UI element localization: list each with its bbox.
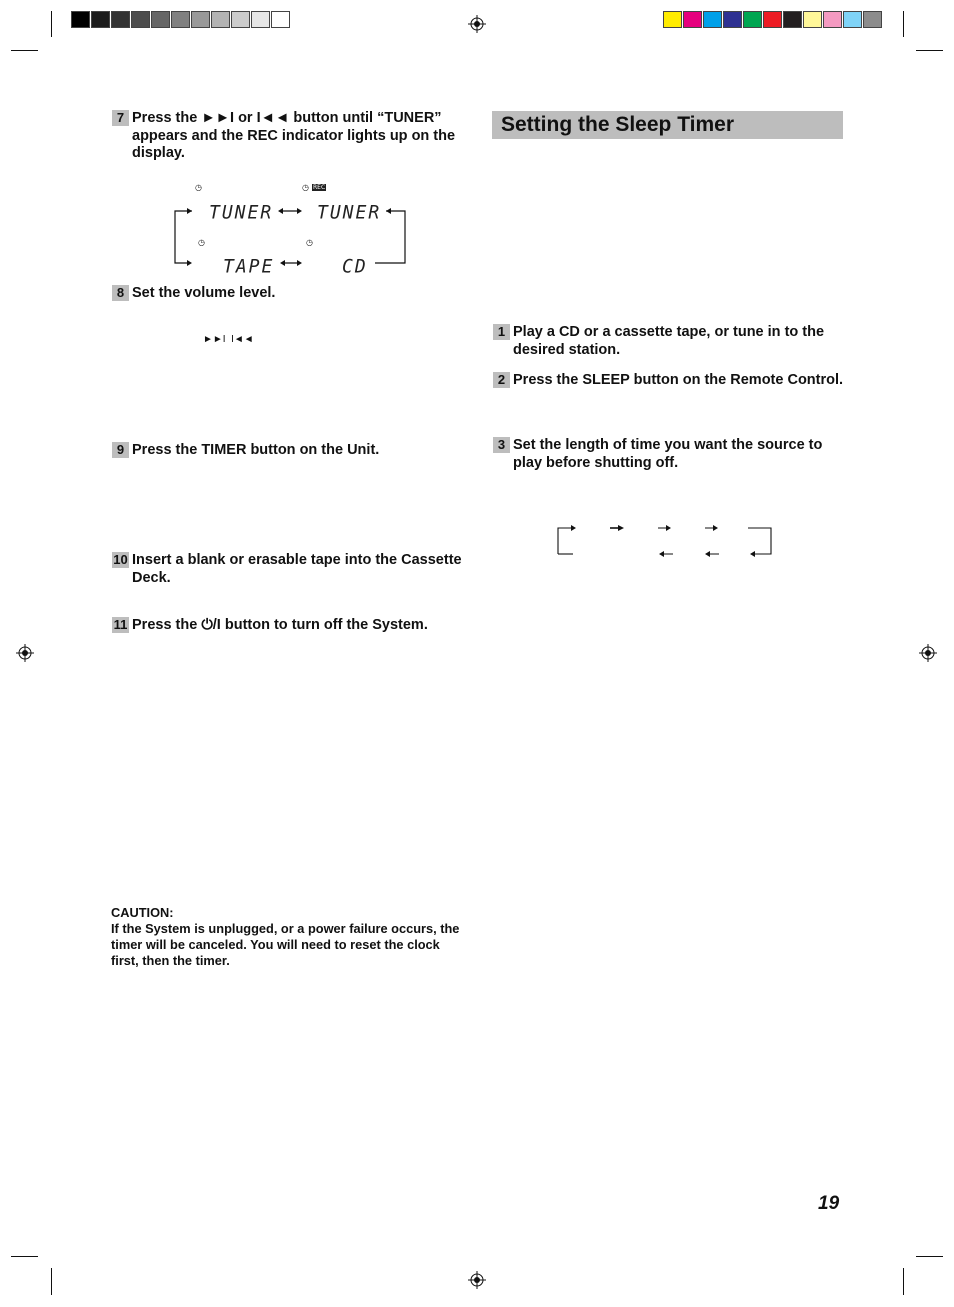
clock-icon: ◷ <box>306 238 313 247</box>
color-swatch <box>763 11 782 28</box>
caution-body: If the System is unplugged, or a power failure occurs, the timer will be canceled. You will need to reset the clock first, then the timer. <box>111 921 460 968</box>
step-text: Set the volume level. <box>132 285 276 301</box>
clock-icon: ◷ <box>302 183 309 192</box>
step-number: 7 <box>112 110 129 126</box>
step-text: Press the SLEEP button on the Remote Control. <box>513 372 844 388</box>
color-swatch <box>231 11 250 28</box>
step-number: 2 <box>493 372 510 388</box>
color-swatch <box>703 11 722 28</box>
color-swatch <box>863 11 882 28</box>
color-swatch <box>251 11 270 28</box>
color-swatch <box>211 11 230 28</box>
color-swatch <box>743 11 762 28</box>
process-color-bar <box>663 11 883 28</box>
color-swatch <box>823 11 842 28</box>
crop-mark <box>916 50 943 51</box>
crop-mark <box>11 1256 38 1257</box>
crop-mark <box>11 50 38 51</box>
registration-mark-icon <box>919 644 937 662</box>
step-8 <box>112 285 462 303</box>
crop-mark <box>51 11 52 37</box>
color-swatch <box>151 11 170 28</box>
color-swatch <box>111 11 130 28</box>
step-text: Press the TIMER button on the Unit. <box>132 442 380 458</box>
lcd-tape: TAPE <box>223 255 275 278</box>
crop-mark <box>51 1268 52 1295</box>
color-swatch <box>91 11 110 28</box>
color-swatch <box>683 11 702 28</box>
sleep-step-2 <box>493 372 848 390</box>
color-swatch <box>723 11 742 28</box>
step-text: Press the ⏻/I button to turn off the System. <box>132 617 428 633</box>
lcd-tuner-left: TUNER <box>209 201 274 224</box>
lcd-tuner-right: TUNER <box>317 201 382 224</box>
color-swatch <box>171 11 190 28</box>
color-swatch <box>663 11 682 28</box>
step-10 <box>112 552 462 587</box>
step-text: Press the ►►I or I◄◄ button until “TUNER” appears and the REC indicator lights up on the display. <box>132 110 456 161</box>
step-text: Set the length of time you want the source to play before shutting off. <box>513 437 823 471</box>
page-number: 19 <box>818 1193 840 1214</box>
color-swatch <box>191 11 210 28</box>
registration-mark-icon <box>468 1271 486 1289</box>
color-swatch <box>783 11 802 28</box>
caution-title: CAUTION: <box>111 905 174 920</box>
lcd-cd: CD <box>342 255 368 278</box>
step-number: 10 <box>113 552 128 567</box>
skip-buttons-glyph: ►►I I◄◄ <box>203 334 254 345</box>
rec-indicator: REC <box>313 184 326 191</box>
step-7 <box>112 110 462 163</box>
color-swatch <box>71 11 90 28</box>
gray-color-bar <box>71 11 291 28</box>
step-number: 11 <box>113 617 128 632</box>
step-text: Insert a blank or erasable tape into the Cassette Deck. <box>132 552 462 586</box>
crop-mark <box>903 11 904 37</box>
step-11 <box>112 617 462 635</box>
sleep-step-1 <box>493 324 848 359</box>
color-swatch <box>843 11 862 28</box>
step-9 <box>112 442 462 460</box>
registration-mark-icon <box>468 15 486 33</box>
step-number: 9 <box>112 442 129 458</box>
clock-icon: ◷ <box>198 238 205 247</box>
crop-mark <box>903 1268 904 1295</box>
section-title: Setting the Sleep Timer <box>492 111 843 139</box>
caution-note <box>111 905 471 969</box>
clock-icon: ◷ <box>195 183 202 192</box>
sleep-cycle-arrows <box>555 520 775 560</box>
step-text: Play a CD or a cassette tape, or tune in to the desired station. <box>513 324 825 358</box>
color-swatch <box>131 11 150 28</box>
color-swatch <box>271 11 290 28</box>
step-number: 1 <box>493 324 510 340</box>
color-swatch <box>803 11 822 28</box>
cycle-arrows <box>170 200 410 278</box>
sleep-step-3 <box>493 437 848 472</box>
crop-mark <box>916 1256 943 1257</box>
step-number: 3 <box>493 437 510 453</box>
registration-mark-icon <box>16 644 34 662</box>
step-number: 8 <box>112 285 129 301</box>
